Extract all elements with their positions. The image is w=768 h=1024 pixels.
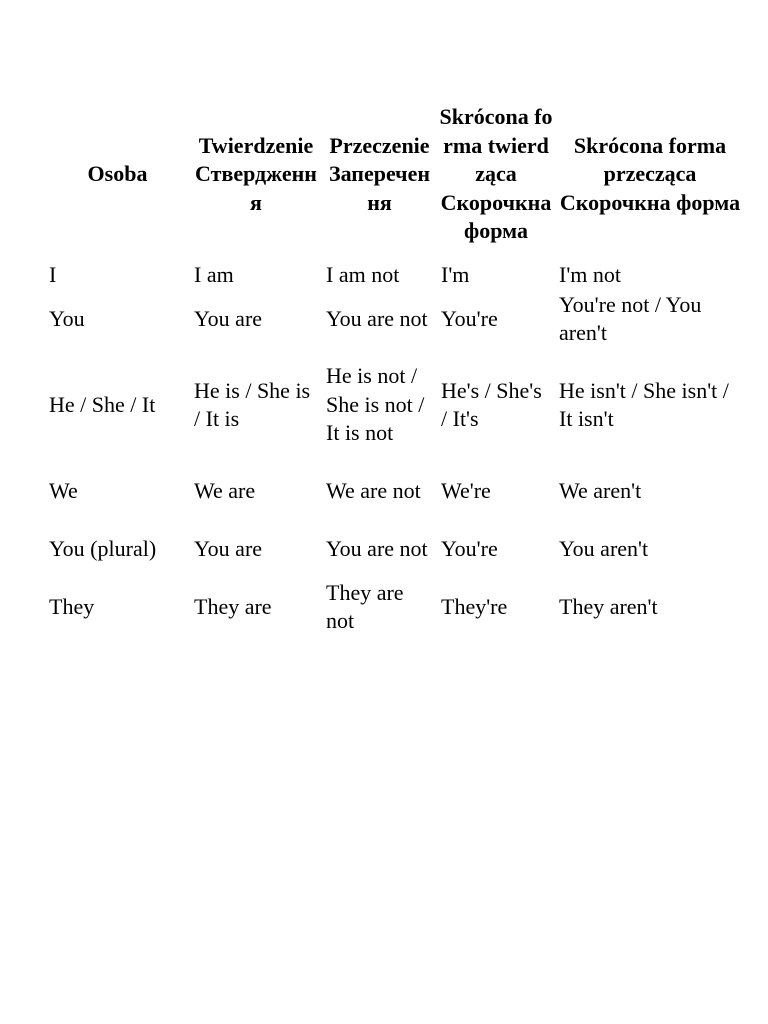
cell-affirmative: They are bbox=[194, 593, 272, 619]
cell-affirmative: I am bbox=[194, 261, 234, 287]
header-short-negative bbox=[555, 89, 745, 260]
table-row bbox=[45, 520, 745, 578]
cell-short-negative: We aren't bbox=[559, 477, 642, 503]
header-person bbox=[45, 89, 190, 260]
cell-person: You bbox=[49, 305, 85, 331]
table-row bbox=[45, 462, 745, 520]
header-uk: Ствердження bbox=[195, 161, 317, 215]
table-row bbox=[45, 578, 745, 636]
cell-short-negative: I'm not bbox=[559, 261, 622, 287]
header-uk: Скорочкна форма bbox=[559, 189, 741, 215]
cell-short-negative: He isn't / She isn't / It isn't bbox=[559, 377, 729, 431]
table-row bbox=[45, 260, 745, 290]
cell-person: I bbox=[49, 261, 57, 287]
cell-negative: You are not bbox=[326, 305, 428, 331]
header-pl: Skrócona forma twierdząca bbox=[439, 104, 553, 187]
cell-negative: I am not bbox=[326, 261, 400, 287]
cell-person: We bbox=[49, 477, 78, 503]
cell-short-affirmative: We're bbox=[441, 477, 491, 503]
header-uk: Заперечення bbox=[328, 161, 431, 215]
cell-short-affirmative: You're bbox=[441, 305, 498, 331]
header-negative bbox=[322, 89, 437, 260]
cell-short-affirmative: I'm bbox=[441, 261, 470, 287]
cell-negative: They are not bbox=[326, 579, 404, 633]
header-uk: Скорочкна форма bbox=[440, 189, 552, 244]
header-short-affirmative bbox=[437, 89, 555, 260]
cell-affirmative: We are bbox=[194, 477, 256, 503]
cell-affirmative: You are bbox=[194, 535, 263, 561]
header-pl: Twierdzenie bbox=[198, 132, 314, 158]
cell-negative: You are not bbox=[326, 535, 428, 561]
table-header-row bbox=[45, 89, 745, 260]
table-row bbox=[45, 290, 745, 348]
cell-short-affirmative: They're bbox=[441, 593, 508, 619]
header-pl: Osoba bbox=[87, 161, 148, 187]
cell-affirmative: You are bbox=[194, 305, 263, 331]
cell-negative: He is not / She is not / It is not bbox=[326, 363, 425, 446]
cell-person: You (plural) bbox=[49, 535, 157, 561]
cell-affirmative: He is / She is / It is bbox=[194, 377, 311, 431]
cell-short-negative: You aren't bbox=[559, 535, 649, 561]
cell-person: He / She / It bbox=[49, 391, 156, 417]
cell-short-affirmative: He's / She's / It's bbox=[441, 377, 542, 431]
cell-negative: We are not bbox=[326, 477, 421, 503]
header-affirmative bbox=[190, 89, 322, 260]
cell-short-negative: You're not / You aren't bbox=[559, 291, 702, 345]
table-row bbox=[45, 348, 745, 462]
header-pl: Skrócona forma przecząca bbox=[573, 132, 727, 187]
cell-short-affirmative: You're bbox=[441, 535, 498, 561]
cell-person: They bbox=[49, 593, 95, 619]
pronoun-conjugation-table bbox=[45, 89, 745, 636]
header-pl: Przeczenie bbox=[329, 132, 430, 158]
cell-short-negative: They aren't bbox=[559, 593, 658, 619]
